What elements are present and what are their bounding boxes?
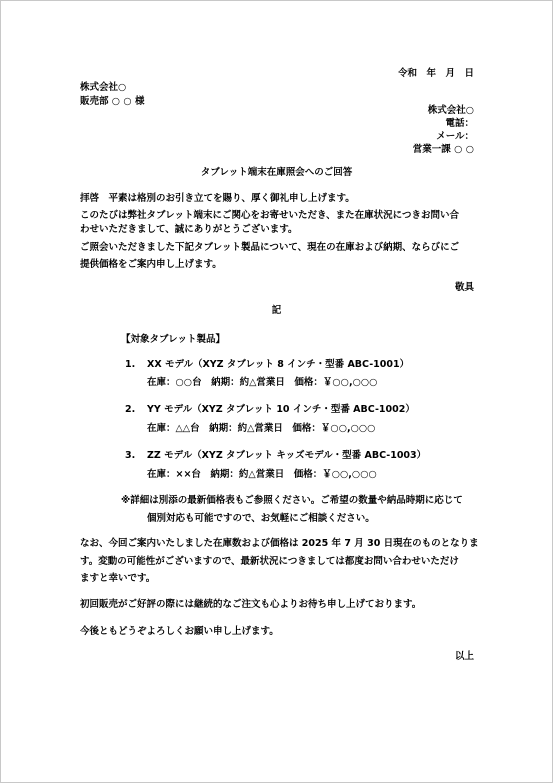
closing-line-2: 初回販売がご好評の際には継続的なご注文も心よりお待ち申し上げております。 [80,599,422,610]
section-heading: 【対象タブレット製品】 [121,334,226,345]
intro-line: 提供価格をご案内申し上げます。 [80,259,222,270]
keigu: 敬具 [454,282,474,293]
sender-email: メール： [436,131,474,142]
product-detail: 在庫：○○台 納期：約△営業日 価格：￥○○,○○○ [147,377,378,388]
letter-title: タブレット端末在庫照会へのご回答 [200,167,353,178]
closing-line: なお、今回ご案内いたしました在庫数および価格は 2025 年 7 月 30 日現在のものとなりま [80,538,479,549]
closing-line-3: 今後ともどうぞよろしくお願い申し上げます。 [80,626,279,637]
product-detail: 在庫：△△台 納期：約△営業日 価格：￥○○,○○○ [147,423,376,434]
recipient-person: 販売部 ○ ○ 様 [80,96,145,107]
note-line: ※詳細は別添の最新価格表もご参照ください。ご希望の数量や納品時期に応じて [121,495,463,506]
greeting-line: 拝啓 平素は格別のお引き立てを賜り、厚く御礼申し上げます。 [80,193,355,204]
ki-heading: 記 [271,305,282,316]
note-line: 個別対応も可能ですので、お気軽にご相談ください。 [147,513,375,524]
greeting-line: このたびは弊社タブレット端末にご関心をお寄せいただき、また在庫状況につきお問い合 [80,210,459,221]
closing-line: す。変動の可能性がございますので、最新状況につきましては都度お問い合わせいただけ [80,556,459,567]
sender-person: 営業一課 ○ ○ [412,144,474,155]
letter-date: 令和 年 月 日 [397,68,474,79]
ijou: 以上 [454,651,474,662]
product-detail: 在庫：××台 納期：約△営業日 価格：￥○○,○○○ [147,469,377,480]
recipient-company: 株式会社○ [80,82,127,93]
product-name: YY モデル（XYZ タブレット 10 インチ・型番 ABC-1002） [147,404,415,415]
intro-line: ご照会いただきました下記タブレット製品について、現在の在庫および納期、ならびにご [80,242,460,253]
product-name: XX モデル（XYZ タブレット 8 インチ・型番 ABC-1001） [147,359,410,370]
product-number: 2. [125,404,136,415]
sender-phone: 電話： [445,118,474,129]
closing-line: ますと幸いです。 [80,573,156,584]
product-name: ZZ モデル（XYZ タブレット キッズモデル・型番 ABC-1003） [147,450,427,461]
product-number: 3. [125,450,136,461]
greeting-line: わせいただきまして、誠にありがとうございます。 [80,224,298,235]
product-number: 1. [125,359,136,370]
sender-company: 株式会社○ [427,105,474,116]
